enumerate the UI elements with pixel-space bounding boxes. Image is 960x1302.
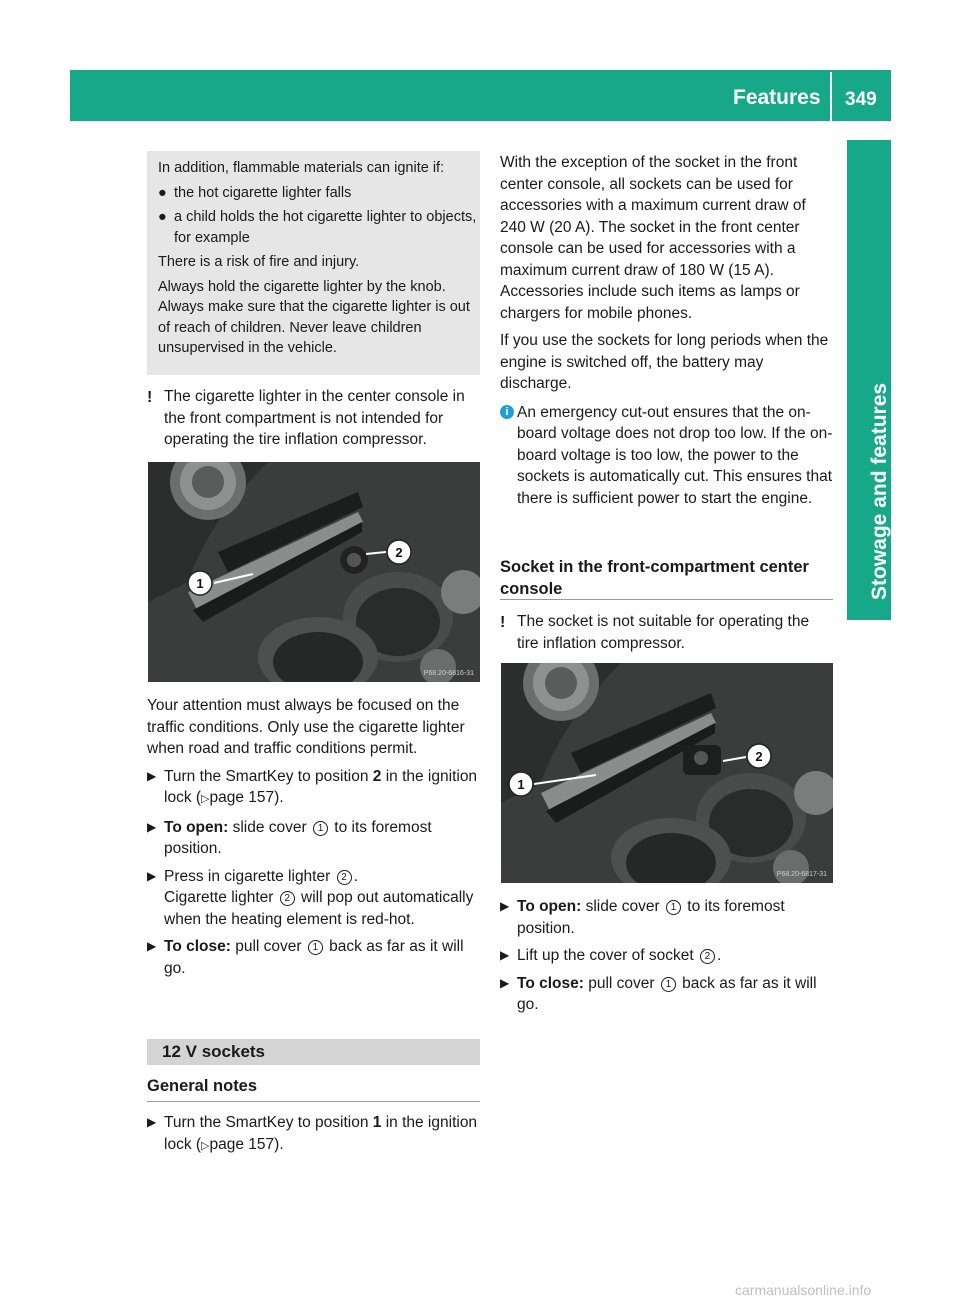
section-header-title: Features bbox=[733, 86, 821, 109]
cigarette-lighter-photo bbox=[148, 462, 480, 682]
side-tab-label: Stowage and features bbox=[868, 382, 891, 600]
step-close: ▶ To close: pull cover 1 back as far as it will go. bbox=[500, 974, 817, 1013]
warning-content bbox=[158, 158, 478, 363]
step-arrow-icon: ▶ bbox=[500, 975, 510, 990]
bullet-icon: ● bbox=[158, 184, 167, 201]
step-arrow-icon: ▶ bbox=[500, 899, 510, 913]
step-close: ▶ To close: pull cover 1 back as far as it will go. bbox=[147, 938, 464, 977]
general-step: ▶ Turn the SmartKey to position 1 in the ignition lock (▷page 157). bbox=[147, 1114, 478, 1153]
callout-2-label: 2 bbox=[755, 749, 763, 764]
notice-icon: ! bbox=[147, 389, 153, 406]
title-rule bbox=[147, 1101, 480, 1102]
step-open: ▶ To open: slide cover 1 to its foremost position. bbox=[500, 898, 785, 937]
step-lift: ▶ Lift up the cover of socket 2 . bbox=[500, 945, 833, 967]
photo-code: P68.20-6817-31 bbox=[776, 871, 827, 878]
section-title: 12 V sockets bbox=[162, 1042, 266, 1061]
callout-1-icon: 1 bbox=[661, 977, 676, 992]
info-note: i An emergency cut-out ensures that the on-board voltage does not drop too low. If the on-board voltage is too low, the power to the sockets is automatically cut. This ensures that there is sufficient power to start the engine. bbox=[500, 402, 833, 510]
info-icon: i bbox=[500, 405, 514, 419]
callout-1-icon: 1 bbox=[666, 900, 681, 915]
battery-paragraph: If you use the sockets for long periods when the engine is switched off, the battery may discharge. bbox=[500, 332, 829, 392]
right-body-top bbox=[500, 152, 833, 509]
callout-2-icon: 2 bbox=[280, 891, 295, 906]
sockets-paragraph: With the exception of the socket in the front center console, all sockets can be used for accessories with a maximum current draw of 240 W (20 A). The socket in the front center console can be used for accessories with a maximum current draw of 180 W (15 A). Accessories include such items as lamps or chargers for mobile phones. bbox=[500, 154, 806, 322]
socket-title: Socket in the front-compartment center console bbox=[500, 558, 809, 598]
page-number: 349 bbox=[845, 89, 877, 110]
step-turn-key: ▶ Turn the SmartKey to position 2 in the ignition lock (▷page 157). bbox=[147, 767, 478, 806]
attention-text: Your attention must always be focused on the traffic conditions. Only use the cigarette lighter when road and traffic conditions permit. bbox=[147, 697, 465, 757]
warning-bullet: ● the hot cigarette lighter falls bbox=[158, 183, 478, 204]
right-steps bbox=[500, 896, 833, 1016]
left-notice: ! The cigarette lighter in the center console in the front compartment is not intended for operating the tire inflation compressor. bbox=[147, 388, 465, 448]
console-illustration-1 bbox=[148, 462, 480, 682]
socket-photo bbox=[501, 663, 833, 883]
photo-code: P68.20-6816-31 bbox=[423, 670, 474, 677]
page-ref-icon: ▷ bbox=[201, 1139, 210, 1152]
step-arrow-icon: ▶ bbox=[147, 939, 157, 953]
warning-risk: There is a risk of fire and injury. bbox=[158, 254, 360, 270]
callout-1-icon: 1 bbox=[313, 821, 328, 836]
left-body bbox=[147, 695, 480, 979]
step-open: ▶ To open: slide cover 1 to its foremost position. bbox=[147, 818, 432, 857]
step-arrow-icon: ▶ bbox=[147, 1115, 157, 1129]
page-ref-icon: ▷ bbox=[201, 793, 210, 805]
step-press: ▶ Press in cigarette lighter 2 . Cigarette lighter 2 will pop out automatically when the heating element is red-hot. bbox=[147, 867, 474, 928]
warning-intro: In addition, flammable materials can ignite if: bbox=[158, 160, 445, 176]
callout-2-label: 2 bbox=[395, 545, 403, 560]
general-notes-title: General notes bbox=[147, 1077, 258, 1095]
title-rule bbox=[500, 599, 833, 600]
step-arrow-icon: ▶ bbox=[147, 819, 157, 834]
right-notice: ! The socket is not suitable for operating the tire inflation compressor. bbox=[500, 613, 810, 652]
callout-2-icon: 2 bbox=[337, 870, 352, 885]
callout-1-icon: 1 bbox=[308, 940, 323, 955]
step-arrow-icon: ▶ bbox=[147, 868, 157, 883]
watermark: carmanualsonline.info bbox=[735, 1282, 872, 1298]
step-arrow-icon: ▶ bbox=[147, 768, 157, 783]
console-illustration-2 bbox=[501, 663, 833, 883]
step-arrow-icon: ▶ bbox=[500, 948, 510, 962]
callout-2-icon: 2 bbox=[700, 949, 715, 964]
warning-bullet: ● a child holds the hot cigarette lighter to objects, for example bbox=[158, 209, 477, 246]
callout-1-label: 1 bbox=[196, 576, 204, 591]
notice-icon: ! bbox=[500, 614, 506, 631]
bullet-icon: ● bbox=[158, 209, 167, 225]
warning-advice: Always hold the cigarette lighter by the knob. Always make sure that the cigarette lighter is out of reach of children. Never leave children unsupervised in the vehicle. bbox=[158, 278, 470, 356]
header-divider bbox=[830, 72, 832, 121]
callout-1-label: 1 bbox=[517, 777, 525, 792]
